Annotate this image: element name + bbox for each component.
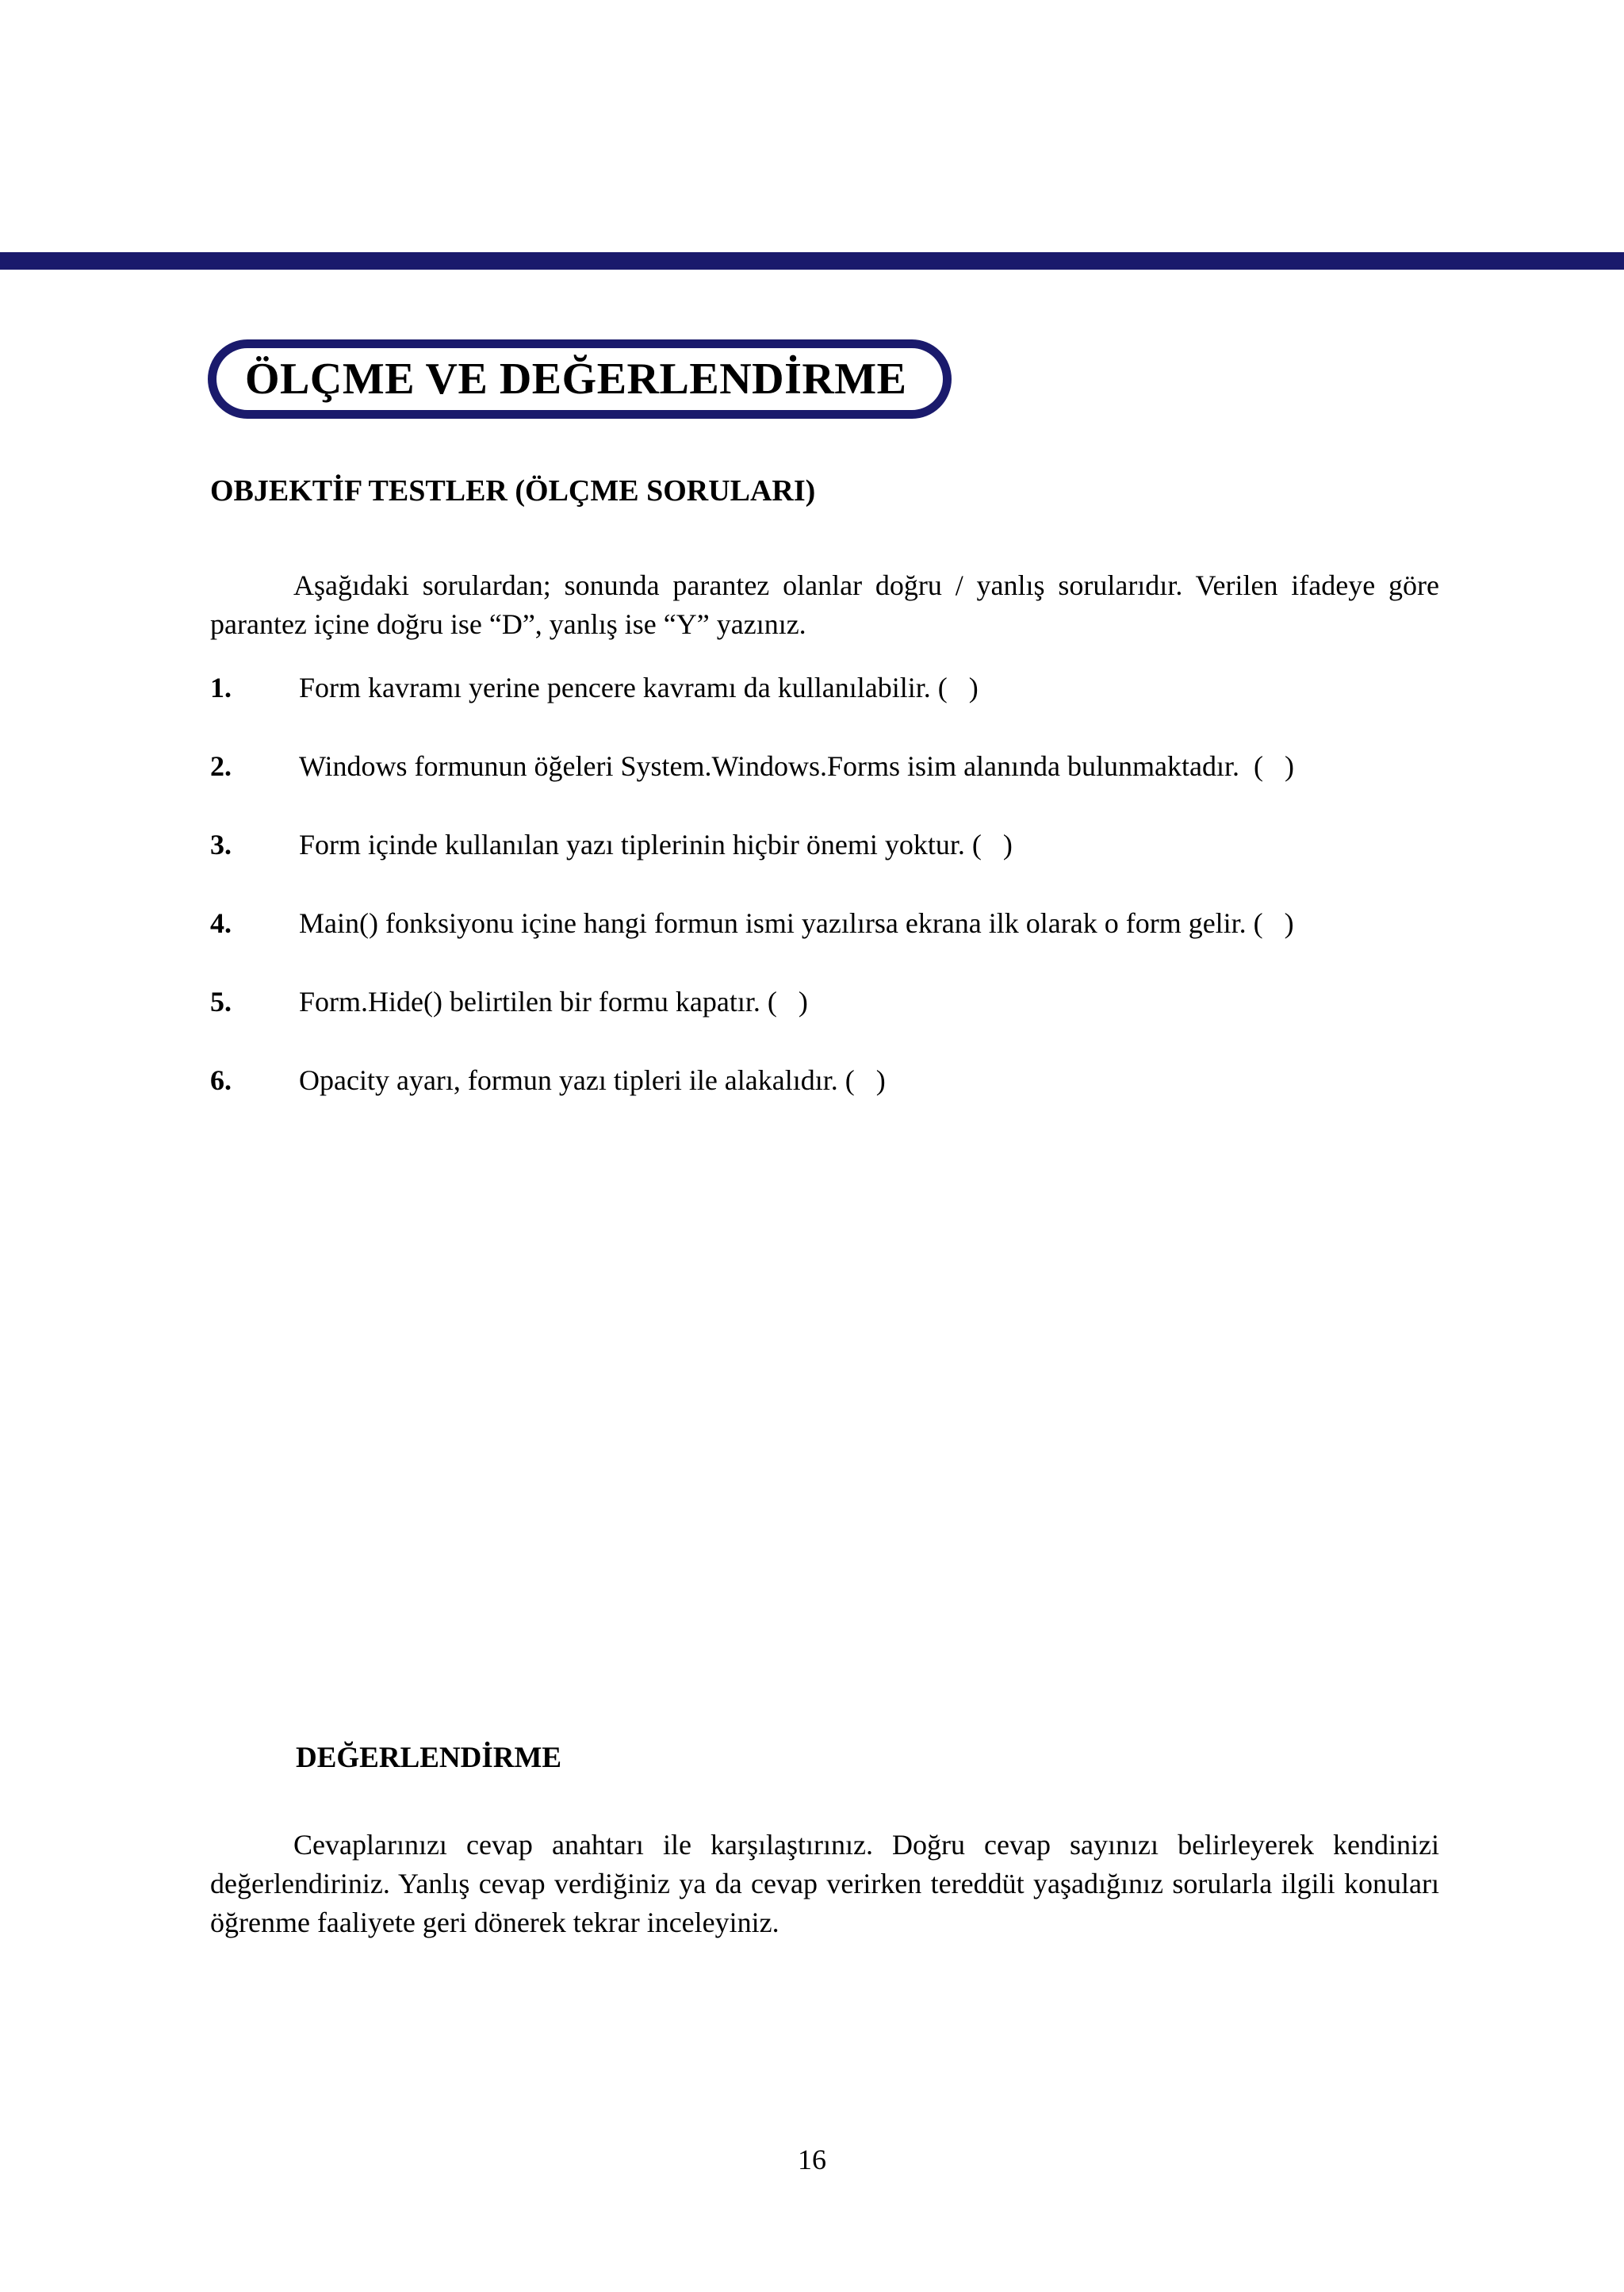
section-heading: OBJEKTİF TESTLER (ÖLÇME SORULARI) bbox=[210, 474, 816, 508]
intro-paragraph: Aşağıdaki sorulardan; sonunda parantez olanlar doğru / yanlış sorularıdır. Verilen ifadeye göre parantez içine doğru ise “D”, yanlış ise “Y” yazınız. bbox=[210, 569, 1439, 640]
question-number: 1. bbox=[210, 672, 232, 703]
question-text: Main() fonksiyonu içine hangi formun ismi yazılırsa ekrana ilk olarak o form gelir. ( ) bbox=[299, 907, 1294, 939]
question-item bbox=[210, 747, 1439, 786]
page-number: 16 bbox=[798, 2144, 826, 2175]
question-number: 5. bbox=[210, 986, 232, 1018]
evaluation-paragraph: Cevaplarınızı cevap anahtarı ile karşılaştırınız. Doğru cevap sayınızı belirleyerek kendinizi değerlendiriniz. Yanlış cevap verdiğiniz ya da cevap verirken tereddüt yaşadığınız sorularla ilgili konuları öğrenme faaliyete geri dönerek tekrar inceleyiniz. bbox=[210, 1829, 1439, 1938]
question-text: Form kavramı yerine pencere kavramı da kullanılabilir. ( ) bbox=[299, 672, 979, 703]
question-item bbox=[210, 669, 1439, 707]
question-number: 3. bbox=[210, 829, 232, 860]
title-banner-label: ÖLÇME VE DEĞERLENDİRME bbox=[245, 355, 907, 404]
question-text: Form.Hide() belirtilen bir formu kapatır. ( ) bbox=[299, 986, 808, 1018]
question-text: Opacity ayarı, formun yazı tipleri ile alakalıdır. ( ) bbox=[299, 1064, 886, 1096]
top-accent-bar bbox=[0, 252, 1624, 270]
question-item bbox=[210, 983, 1439, 1021]
question-number: 2. bbox=[210, 750, 232, 782]
title-banner bbox=[208, 339, 952, 419]
evaluation-heading: DEĞERLENDİRME bbox=[296, 1742, 562, 1774]
question-list bbox=[210, 669, 1439, 1140]
question-text: Form içinde kullanılan yazı tiplerinin hiçbir önemi yoktur. ( ) bbox=[299, 829, 1013, 860]
question-text: Windows formunun öğeleri System.Windows.Forms isim alanında bulunmaktadır. ( ) bbox=[299, 750, 1294, 782]
question-item bbox=[210, 904, 1439, 943]
question-number: 6. bbox=[210, 1064, 232, 1096]
question-number: 4. bbox=[210, 907, 232, 939]
question-item bbox=[210, 1061, 1439, 1100]
question-item bbox=[210, 826, 1439, 864]
